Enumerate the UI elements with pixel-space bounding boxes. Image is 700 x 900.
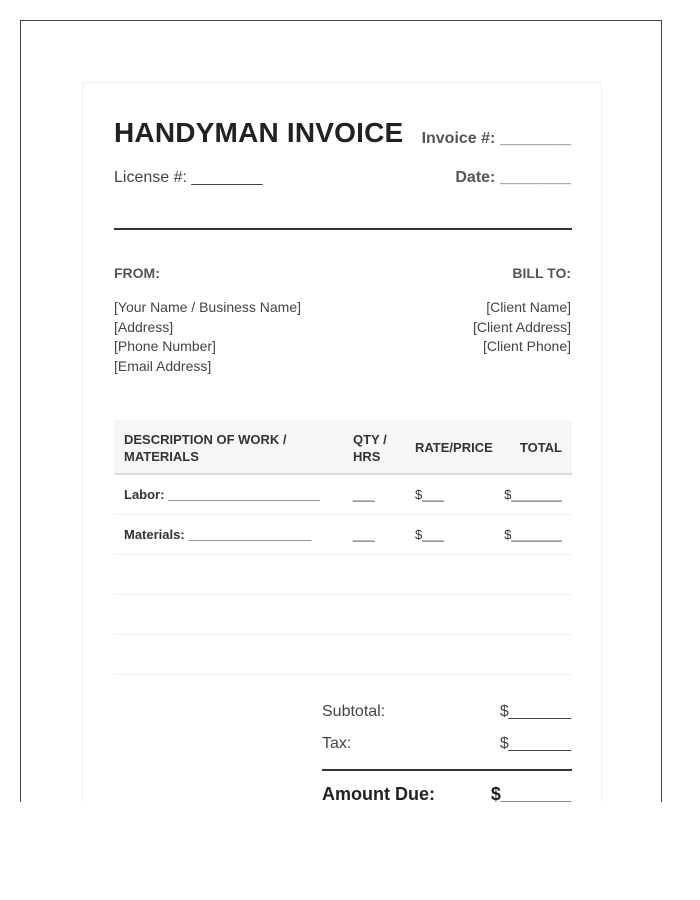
header-qty: QTY / HRS	[353, 432, 387, 464]
row-rate: $___	[415, 487, 444, 502]
bill-to-label: BILL TO:	[512, 265, 571, 281]
amount-due-label: Amount Due:	[322, 784, 435, 802]
table-row	[114, 515, 572, 555]
row-description: Labor: _____________________	[124, 487, 320, 502]
client-name: [Client Name]	[486, 299, 571, 315]
tax-value: $_______	[499, 735, 571, 752]
invoice-title: HANDYMAN INVOICE	[114, 117, 404, 148]
row-total: $_______	[504, 527, 562, 542]
summary-divider	[322, 769, 572, 771]
row-qty: ___	[353, 527, 375, 542]
from-email: [Email Address]	[114, 357, 212, 374]
tax-label: Tax:	[322, 735, 352, 752]
line-items-table	[114, 420, 572, 675]
subtotal-label: Subtotal:	[322, 703, 386, 720]
table-row	[114, 555, 572, 595]
table-row	[114, 595, 572, 635]
row-qty: ___	[353, 487, 375, 502]
invoice-sheet	[82, 82, 602, 802]
header-divider	[114, 228, 572, 230]
row-rate: $___	[415, 527, 444, 542]
subtotal-value: $_______	[499, 703, 571, 720]
date-field: Date: ________	[455, 169, 571, 186]
invoice-number-field: Invoice #: ________	[421, 130, 571, 147]
table-row	[114, 635, 572, 675]
amount-due-value: $_______	[490, 784, 571, 802]
client-address: [Client Address]	[472, 318, 571, 335]
client-phone: [Client Phone]	[483, 338, 571, 354]
license-number-field: License #: ________	[114, 169, 263, 186]
bill-to-address-block	[473, 298, 571, 357]
from-phone: [Phone Number]	[114, 338, 216, 354]
from-address-block	[114, 298, 301, 376]
page-frame	[20, 20, 662, 802]
from-address: [Address]	[114, 318, 174, 335]
row-description: Materials: _________________	[124, 527, 312, 542]
from-name: [Your Name / Business Name]	[114, 299, 302, 315]
table-header	[114, 420, 572, 475]
table-row	[114, 475, 572, 515]
header-description: DESCRIPTION OF WORK / MATERIALS	[124, 432, 287, 464]
header-total: TOTAL	[519, 440, 562, 455]
row-total: $_______	[504, 487, 562, 502]
header-rate: RATE/PRICE	[415, 440, 493, 455]
from-label: FROM:	[114, 265, 160, 281]
